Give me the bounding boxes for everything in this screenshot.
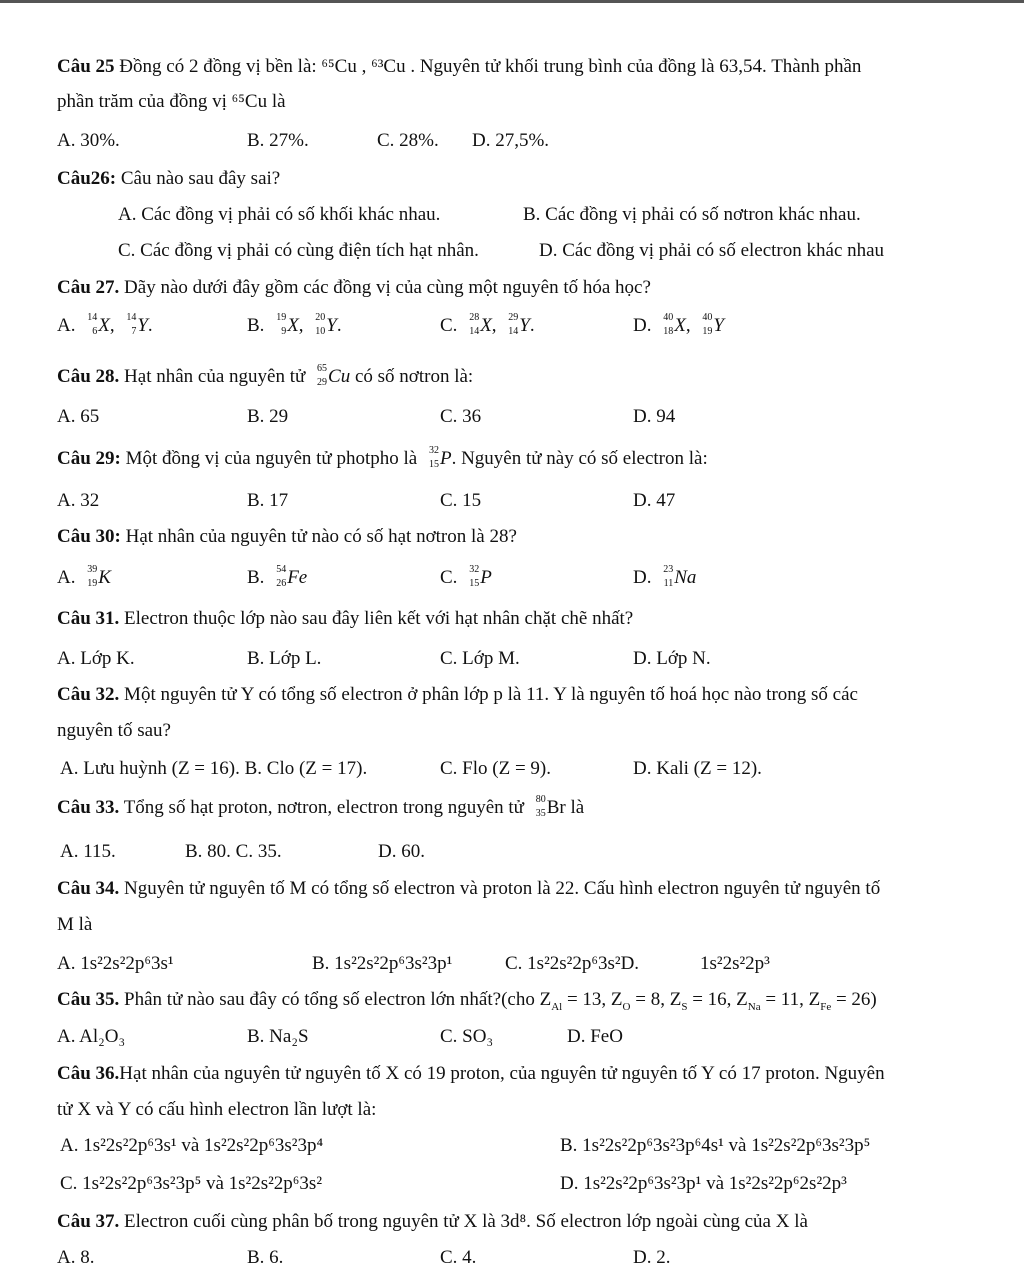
q32-line1: Câu 32. Một nguyên tử Y có tổng số electron ở phân lớp p là 11. Y là nguyên tố hoá học nào trong số các — [57, 684, 858, 705]
q28-option-d: D. 94 — [633, 406, 676, 427]
q29-option-b: B. 17 — [247, 490, 289, 511]
q28-option-b: B. 29 — [247, 406, 289, 427]
q28-option-a: A. 65 — [57, 406, 100, 427]
q30-stem: Câu 30: Hạt nhân của nguyên tử nào có số hạt nơtron là 28? — [57, 526, 517, 547]
q37-option-b: B. 6. — [247, 1247, 284, 1268]
q37-option-d: D. 2. — [633, 1247, 671, 1268]
q25-option-a: A. 30%. — [57, 130, 120, 151]
q32-option-d: D. Kali (Z = 12). — [633, 758, 762, 779]
q29-option-d: D. 47 — [633, 490, 676, 511]
q25-option-d: D. 27,5%. — [472, 130, 550, 151]
q26-option-a: A. Các đồng vị phải có số khối khác nhau. — [118, 204, 441, 225]
q28-option-c: C. 36 — [440, 406, 482, 427]
q29-option-a: A. 32 — [57, 490, 100, 511]
q29-option-c: C. 15 — [440, 490, 482, 511]
q32-line2: nguyên tố sau? — [57, 720, 171, 741]
q30-option-a: A. 39 19 K — [57, 564, 111, 589]
q37-stem: Câu 37. Electron cuối cùng phân bố trong nguyên tử X là 3d⁸. Số electron lớp ngoài cùng của X là — [57, 1211, 808, 1232]
q35-option-d: D. FeO — [567, 1026, 623, 1047]
q32-option-c: C. Flo (Z = 9). — [440, 758, 551, 779]
q26-option-d: D. Các đồng vị phải có số electron khác nhau — [539, 240, 885, 261]
q29-stem: Câu 29: Một đồng vị của nguyên tử photpho là 32 15 P. Nguyên tử này có số electron là: — [57, 445, 708, 470]
q28-stem: Câu 28. Hạt nhân của nguyên tử 65 29 Cu có số nơtron là: — [57, 363, 474, 388]
q34-option-c: C. 1s²2s²2p⁶3s²D. — [505, 953, 640, 974]
q36-option-d: D. 1s²2s²2p⁶3s²3p¹ và 1s²2s²2p⁶2s²2p³ — [560, 1173, 847, 1194]
q31-option-d: D. Lớp N. — [633, 648, 711, 669]
q25-option-b: B. 27%. — [247, 130, 309, 151]
q31-option-c: C. Lớp M. — [440, 648, 520, 669]
q36-option-a: A. 1s²2s²2p⁶3s¹ và 1s²2s²2p⁶3s²3p⁴ — [60, 1135, 324, 1156]
q36-option-c: C. 1s²2s²2p⁶3s²3p⁵ và 1s²2s²2p⁶3s² — [60, 1173, 323, 1194]
q31-stem: Câu 31. Electron thuộc lớp nào sau đây liên kết với hạt nhân chặt chẽ nhất? — [57, 608, 634, 629]
q27-option-a: A. 14 6 X, 14 7 Y. — [57, 312, 153, 337]
q35-option-a: A. Al₂O₃ — [57, 1026, 126, 1047]
q25-line1: Câu 25 Đồng có 2 đồng vị bền là: ⁶⁵Cu , ⁶³Cu . Nguyên tử khối trung bình của đồng là 63,54. Thành phần — [57, 56, 862, 77]
q27-option-d: D. 40 18 X, 40 19 Y — [633, 312, 724, 337]
q34-line1: Câu 34. Nguyên tử nguyên tố M có tổng số electron và proton là 22. Cấu hình electron nguyên tử nguyên tố — [57, 878, 881, 899]
q34-option-b: B. 1s²2s²2p⁶3s²3p¹ — [312, 953, 453, 974]
top-border — [0, 0, 1024, 3]
q30-option-d: D. 23 11 Na — [633, 564, 697, 589]
q33-option-a: A. 115. — [60, 841, 116, 862]
q26-stem: Câu26: Câu nào sau đây sai? — [57, 168, 281, 189]
q27-stem: Câu 27. Dãy nào dưới đây gồm các đồng vị của cùng một nguyên tố hóa học? — [57, 277, 651, 298]
q36-line2: tử X và Y có cấu hình electron lần lượt là: — [57, 1099, 377, 1120]
q34-option-d: 1s²2s²2p³ — [700, 953, 770, 974]
q35-stem: Câu 35. Phân tử nào sau đây có tổng số electron lớn nhất?(cho $Z_{Al} = 13$, $Z_O = 8$, $Z_S = 16$, $Z_{Na} = 11$, $Z_{Fe} = 26$) — [57, 989, 877, 1013]
q32-option-ab: A. Lưu huỳnh (Z = 16). B. Clo (Z = 17). — [60, 758, 368, 779]
q36-line1: Câu 36.Hạt nhân của nguyên tử nguyên tố X có 19 proton, của nguyên tử nguyên tố Y có 17 proton. Nguyên — [57, 1063, 885, 1084]
q25-option-c: C. 28%. — [377, 130, 439, 151]
q31-option-b: B. Lớp L. — [247, 648, 322, 669]
q31-option-a: A. Lớp K. — [57, 648, 135, 669]
q33-option-bc: B. 80. C. 35. — [185, 841, 282, 862]
q35-option-c: C. SO₃ — [440, 1026, 494, 1047]
q34-line2: M là — [57, 914, 93, 935]
q37-option-c: C. 4. — [440, 1247, 477, 1268]
q25-line2: phần trăm của đồng vị ⁶⁵Cu là — [57, 91, 286, 112]
q33-stem: Câu 33. Tổng số hạt proton, nơtron, electron trong nguyên tử 80 35 Br là — [57, 794, 585, 819]
q26-option-c: C. Các đồng vị phải có cùng điện tích hạt nhân. — [118, 240, 479, 261]
q26-option-b: B. Các đồng vị phải có số nơtron khác nhau. — [523, 204, 861, 225]
q34-option-a: A. 1s²2s²2p⁶3s¹ — [57, 953, 174, 974]
q37-option-a: A. 8. — [57, 1247, 95, 1268]
q33-option-d: D. 60. — [378, 841, 425, 862]
q30-option-c: C. 32 15 P — [440, 564, 492, 589]
q30-option-b: B. 54 26 Fe — [247, 564, 308, 589]
q27-option-c: C. 28 14 X, 29 14 Y. — [440, 312, 535, 337]
q27-option-b: B. 19 9 X, 20 10 Y. — [247, 312, 342, 337]
q36-option-b: B. 1s²2s²2p⁶3s²3p⁶4s¹ và 1s²2s²2p⁶3s²3p⁵ — [560, 1135, 871, 1156]
q35-option-b: B. Na₂S — [247, 1026, 309, 1047]
